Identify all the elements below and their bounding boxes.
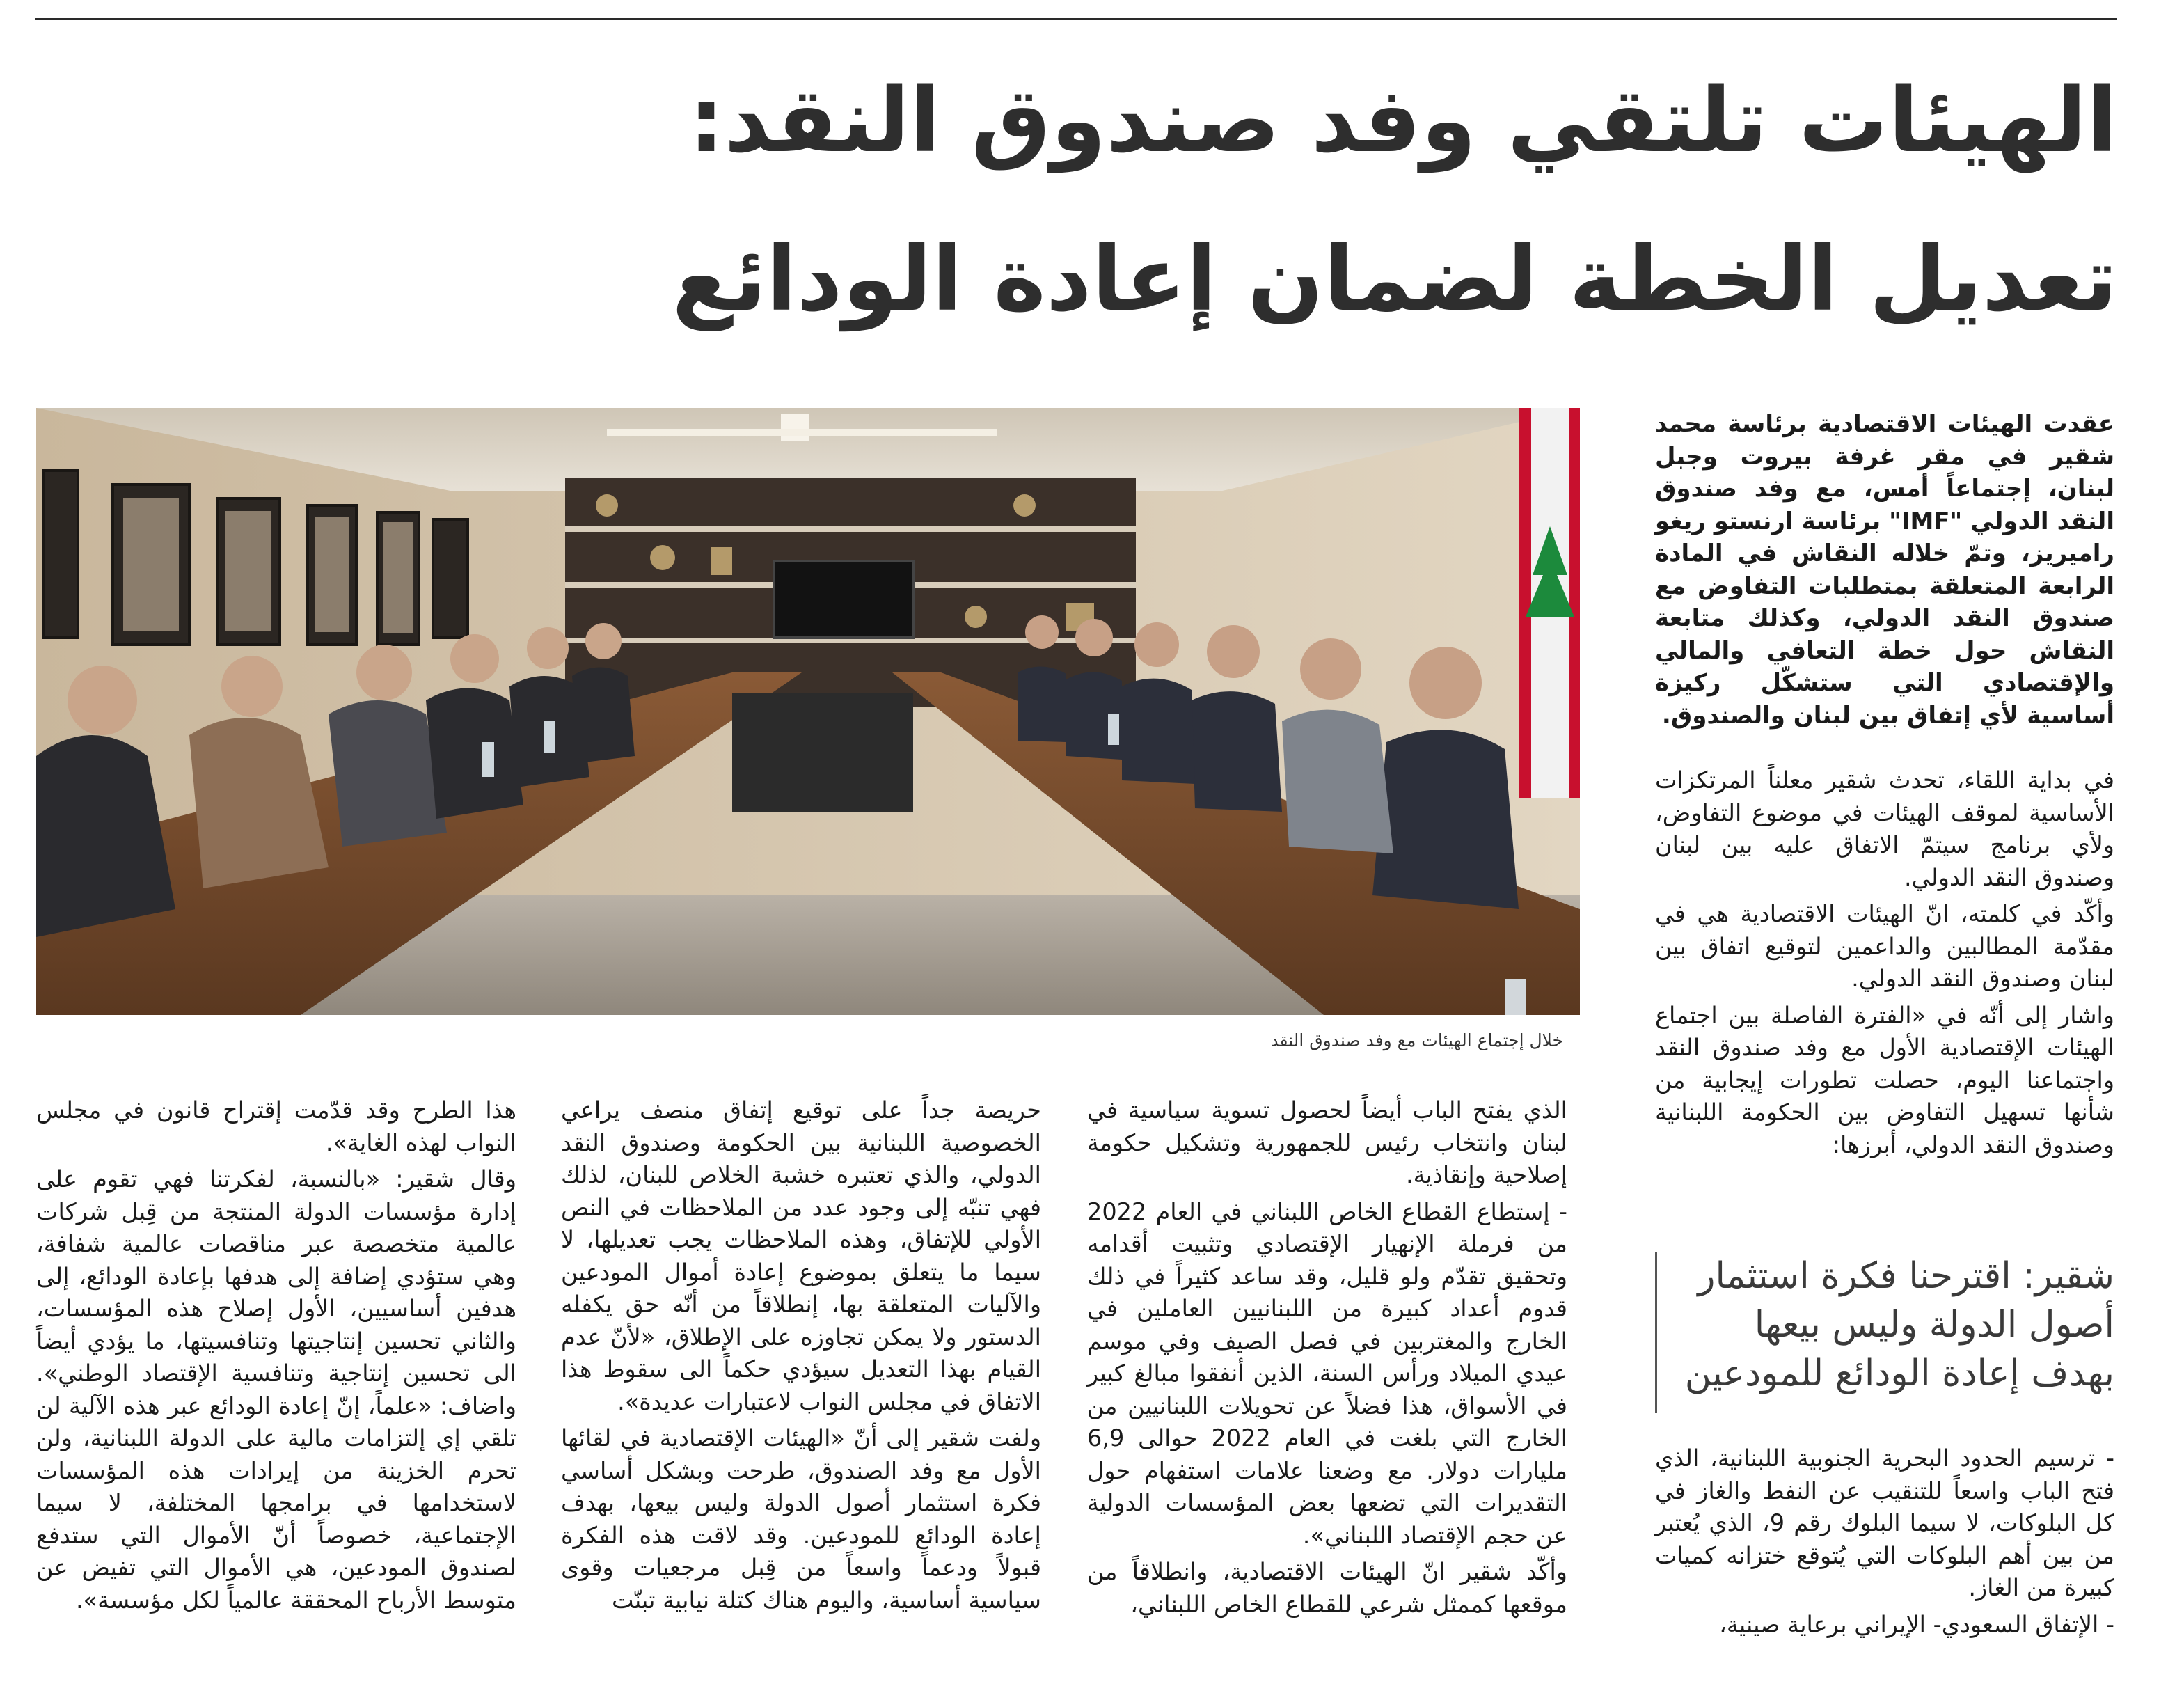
- right-column-lower: [1655, 1442, 2114, 1645]
- right-paragraph-2: وأكّد في كلمته، انّ الهيئات الاقتصادية هي في مقدّمة المطالبين والداعمين لتوقيع اتفاق بين لبنان وصندوق النقد الدولي.: [1655, 900, 2114, 992]
- article-column-2: [1087, 1094, 1567, 1625]
- right-paragraph-1: في بداية اللقاء، تحدث شقير معلناً المرتكزات الأساسية لموقف الهيئات في موضوع التفاوض، ولأي برنامج سيتمّ الاتفاق عليه بين لبنان وصندوق النقد الدولي.: [1655, 766, 2114, 891]
- column-3-paragraph-2: ولفت شقير إلى أنّ «الهيئات الإقتصادية في لقائها الأول مع وفد الصندوق، طرحت وبشكل أساسي فكرة استثمار أصول الدولة وليس بيعها، بهدف إعادة الودائع للمودعين. وقد لاقت هذه الفكرة قبولاً ودعماً واسعاً من قِبل مرجعيات وقوى سياسية أساسية، واليوم هناك كتلة نيابية تبنّت: [561, 1424, 1041, 1614]
- column-2-paragraph-3: وأكّد شقير انّ الهيئات الاقتصادية، وانطلاقاً من موقعها كممثل شرعي للقطاع الخاص اللبناني،: [1087, 1558, 1567, 1618]
- column-3-paragraph-1: حريصة جداً على توقيع إتفاق منصف يراعي الخصوصية اللبنانية بين الحكومة وصندوق النقد الدولي، والذي تعتبره خشبة الخلاص للبنان، لذلك فهي تنبّه إلى وجود عدد من الملاحظات في النص الأولي للإتفاق، وهذه الملاحظات يجب تعديلها، لا سيما ما يتعلق بموضوع إعادة أموال المودعين والآليات المتعلقة بها، إنطلاقاً من أنّه حق يكفله الدستور ولا يمكن تجاوزه على الإطلاق، «لأنّ عدم القيام بهذا التعديل سيؤدي حكماً الى سقوط هذا الاتفاق في مجلس النواب لاعتبارات عديدة».: [561, 1096, 1041, 1415]
- pull-quote: شقير: اقترحنا فكرة استثمار أصول الدولة وليس بيعها بهدف إعادة الودائع للمودعين: [1655, 1252, 2114, 1413]
- column-4-paragraph-2: وقال شقير: «بالنسبة، لفكرتنا فهي تقوم على إدارة مؤسسات الدولة المنتجة من قِبل شركات عالمية متخصصة عبر مناقصات عالمية شفافة، وهي ستؤدي إضافة إلى هدفها بإعادة الودائع، إلى هدفين أساسيين، الأول إصلاح هذه المؤسسات، والثاني تحسين إنتاجيتها وتنافسيتها، ما يؤدي أيضاً الى تحسين إنتاجية وتنافسية الإقتصاد الوطني». واضاف: «علماً، إنّ إعادة الودائع عبر هذه الآلية لن تلقي إي إلتزامات مالية على الدولة اللبنانية، ولن تحرم الخزينة من إيرادات هذه المؤسسات لاستخدامها في برامجها المختلفة، لا سيما الإجتماعية، خصوصاً أنّ الأموال التي ستدفع لصندوق المودعين، هي الأموال التي تفيض عن متوسط الأرباح المحققة عالمياً لكل مؤسسة».: [36, 1165, 516, 1614]
- right-paragraph-5: - الإتفاق السعودي- الإيراني برعاية صينية،: [1719, 1610, 2114, 1638]
- column-4-paragraph-1: هذا الطرح وقد قدّمت إقتراح قانون في مجلس النواب لهذه الغاية».: [36, 1096, 516, 1156]
- right-paragraph-4: - ترسيم الحدود البحرية الجنوبية اللبنانية، الذي فتح الباب واسعاً للتنقيب عن النفط والغاز في كل البلوكات، لا سيما البلوك رقم 9، الذي يُعتبر من بين أهم البلوكات التي يُتوقع ختزانه كميات كبيرة من الغاز.: [1655, 1445, 2114, 1601]
- article-column-4: [36, 1094, 516, 1621]
- headline-line-1: الهيئات تلتقي وفد صندوق النقد:: [688, 69, 2117, 173]
- right-column-upper: [1655, 764, 2114, 1165]
- meeting-photo: [36, 408, 1580, 1015]
- meeting-photo-illustration: [36, 408, 1580, 1015]
- article-column-3: [561, 1094, 1041, 1621]
- column-2-paragraph-2: - إستطاع القطاع الخاص اللبناني في العام 2022 من فرملة الإنهيار الإقتصادي وتثبيت أقدامه وتحقيق تقدّم ولو قليل، وقد ساعد كثيراً في ذلك قدوم أعداد كبيرة من اللبنانيين العاملين في الخارج والمغتربين في فصل الصيف وفي موسم عيدي الميلاد ورأس السنة، الذين أنفقوا مبالغ كبير في الأسواق، هذا فضلاً عن تحويلات اللبنانيين من الخارج التي بلغت في العام 2022 حوالى 6,9 مليارات دولار. مع وضعنا علامات استفهام حول التقديرات التي تضعها بعض المؤسسات الدولية عن حجم الإقتصاد اللبناني».: [1087, 1197, 1568, 1549]
- lead-text: عقدت الهيئات الاقتصادية برئاسة محمد شقير في مقر غرفة بيروت وجبل لبنان، إجتماعاً أمس، مع وفد صندوق النقد الدولي "IMF" برئاسة ارنستو ريغو راميريز، وتمّ خلاله النقاش في المادة الرابعة المتعلقة بمتطلبات التفاوض مع صندوق النقد الدولي، وكذلك متابعة النقاش حول خطة التعافي والمالي والإقتصادي التي ستشكّل ركيزة أساسية لأي إتفاق بين لبنان والصندوق.: [1655, 410, 2114, 730]
- top-rule: [35, 18, 2117, 20]
- headline-line-2: تعديل الخطة لضمان إعادة الودائع: [672, 228, 2117, 331]
- right-paragraph-3: واشار إلى أنّه في «الفترة الفاصلة بين اجتماع الهيئات الإقتصادية الأول مع وفد صندوق النقد واجتماعنا اليوم، حصلت تطورات إيجابية من شأنها تسهيل التفاوض بين الحكومة اللبنانية وصندوق النقد الدولي، أبرزها:: [1655, 1001, 2114, 1158]
- photo-caption: خلال إجتماع الهيئات مع وفد صندوق النقد: [1270, 1030, 1563, 1050]
- lead-paragraph: [1655, 408, 2114, 736]
- column-2-paragraph-1: الذي يفتح الباب أيضاً لحصول تسوية سياسية في لبنان وانتخاب رئيس للجمهورية وتشكيل حكومة إصلاحية وإنقاذية.: [1087, 1096, 1567, 1188]
- headline: [57, 42, 2117, 359]
